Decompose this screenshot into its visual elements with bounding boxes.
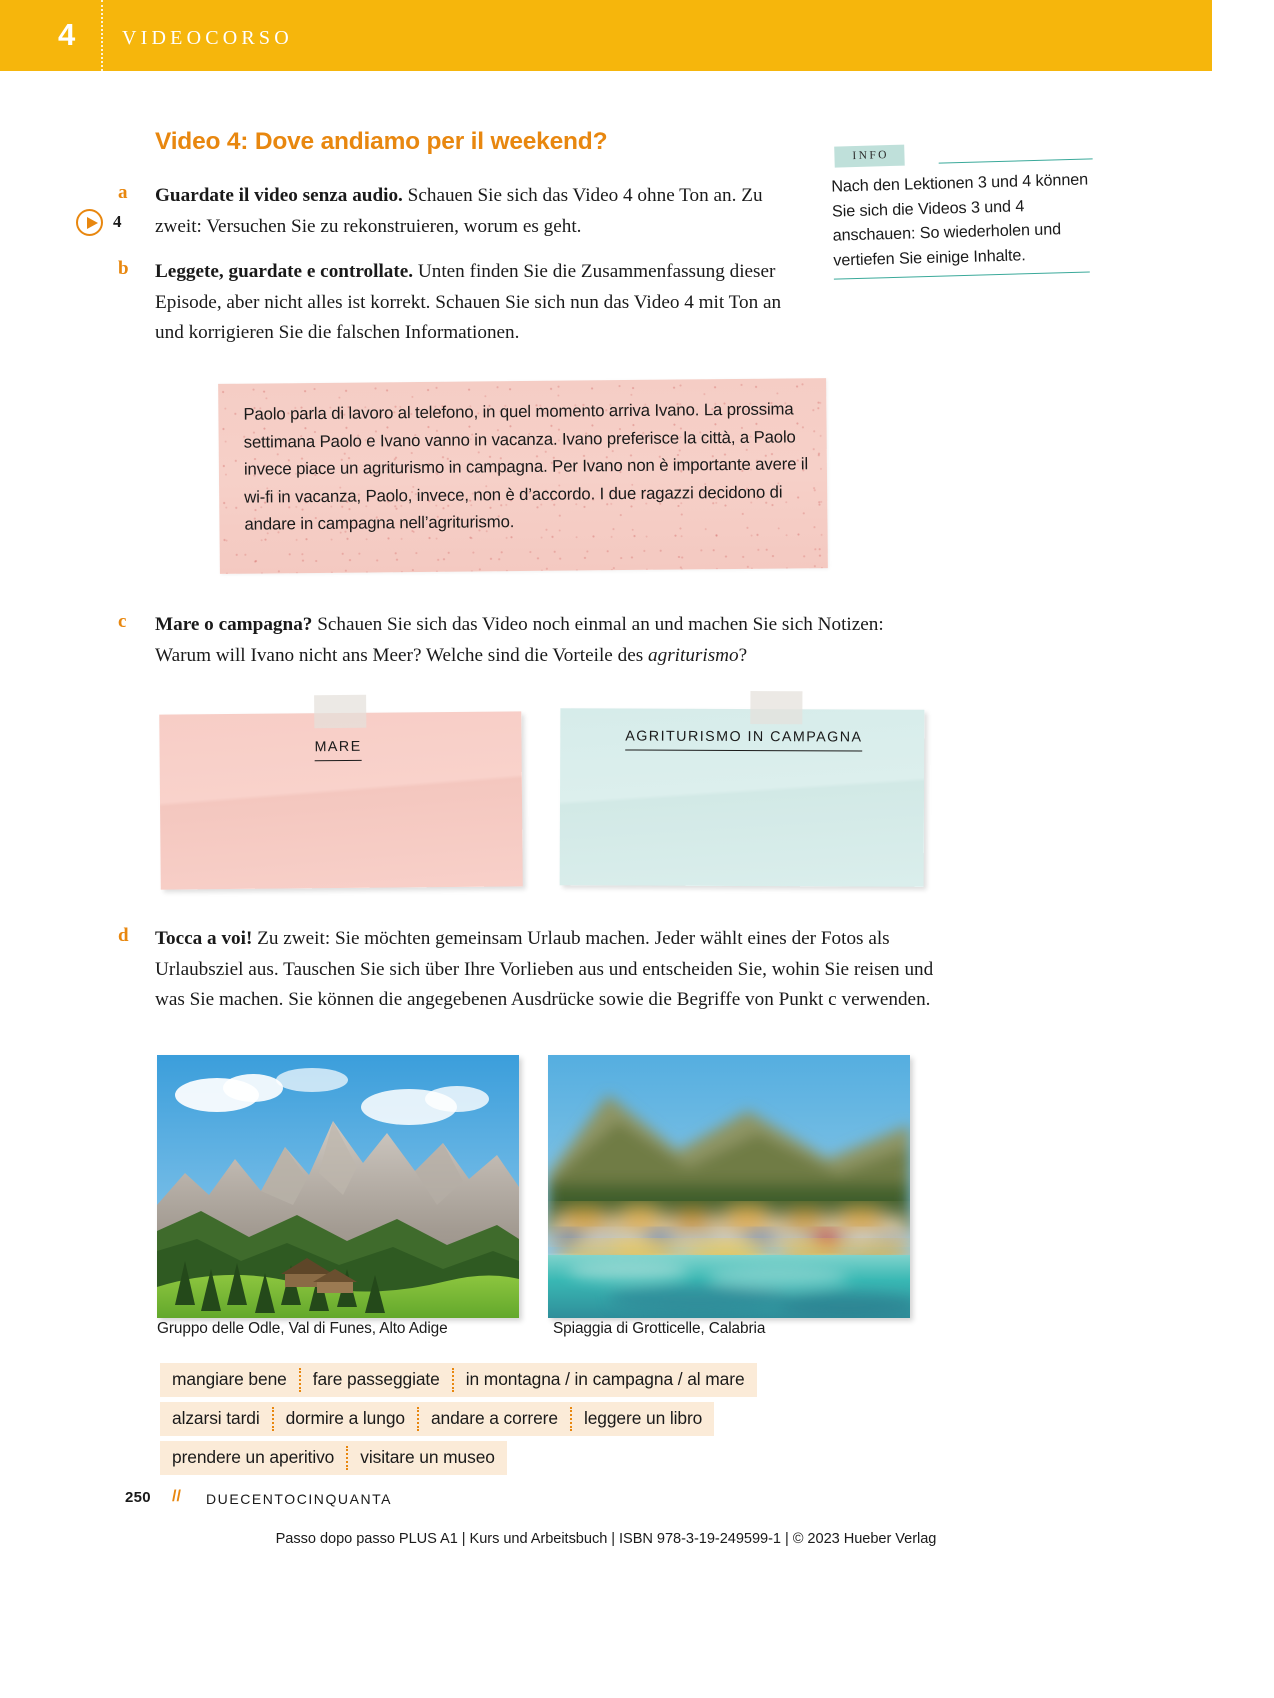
exercise-c-end: ?	[738, 644, 748, 666]
info-label: INFO	[834, 145, 905, 168]
info-text: Nach den Lektionen 3 und 4 können Sie sich die Videos 3 und 4 anschauen: So wiederholen und vertiefen Sie einige Inhalte.	[831, 170, 1089, 270]
note-agriturismo[interactable]	[560, 708, 925, 887]
note-mare[interactable]	[159, 711, 523, 889]
header-dotted-divider	[101, 0, 103, 71]
exercise-c-rest: Schauen Sie sich das Video noch einmal an und machen Sie sich Notizen: Warum will Ivano nicht ans Meer? Welche sind die Vorteile des	[155, 614, 884, 666]
chip-row	[160, 1441, 507, 1475]
footer-copyright: Passo dopo passo PLUS A1 | Kurs und Arbeitsbuch | ISBN 978-3-19-249599-1 | © 2023 Hueber Verlag	[275, 1531, 937, 1547]
chip-row	[160, 1402, 714, 1436]
section-title: VIDEOCORSO	[122, 27, 293, 49]
chip-row	[160, 1363, 757, 1397]
exercise-d-rest: Zu zweit: Sie möchten gemeinsam Urlaub machen. Jeder wählt eines der Fotos als Urlaubsziel aus. Tauschen Sie sich über Ihre Vorlieben aus und entscheiden Sie, wohin Sie reisen und was Sie machen. Sie können die angegebenen Ausdrücke sowie die Begriffe von Punkt c verwenden.	[155, 928, 934, 1010]
video-number-a: 4	[113, 212, 122, 231]
info-box	[830, 139, 1096, 280]
exercise-letter-b: b	[118, 258, 129, 279]
exercise-letter-c: c	[118, 611, 127, 632]
exercise-a-rest: Schauen Sie sich das Video 4 ohne Ton an. Zu zweit: Versuchen Sie zu rekonstruieren, worum es geht.	[155, 185, 763, 237]
phrase-chip[interactable]: andare a correre	[430, 1408, 558, 1428]
info-rule-bottom	[834, 271, 1090, 280]
exercise-a-lead: Guardate il video senza audio.	[155, 185, 403, 206]
phrase-chip[interactable]: fare passeggiate	[312, 1369, 440, 1389]
phrase-chip[interactable]: alzarsi tardi	[172, 1408, 260, 1428]
photo-caption-left: Gruppo delle Odle, Val di Funes, Alto Adige	[157, 1320, 448, 1337]
note-label-mare: MARE	[314, 739, 361, 761]
exercise-d-text	[155, 924, 965, 1016]
photo-caption-right: Spiaggia di Grotticelle, Calabria	[553, 1320, 766, 1337]
page-title: Video 4: Dove andiamo per il weekend?	[155, 128, 608, 155]
footer-page-number: 250	[125, 1489, 151, 1506]
exercise-a-text	[155, 181, 805, 242]
exercise-b-lead: Leggete, guardate e controllate.	[155, 261, 414, 282]
exercise-b-rest: Unten finden Sie die Zusammenfassung dieser Episode, aber nicht alles ist korrekt. Schauen Sie sich nun das Video 4 mit Ton an und korrigieren Sie die falschen Informationen.	[155, 261, 782, 343]
photo-mountains	[157, 1055, 519, 1318]
summary-textured-box	[218, 378, 828, 574]
beach-photo	[548, 1055, 910, 1318]
footer-separator: //	[172, 1488, 181, 1505]
exercise-d-lead: Tocca a voi!	[155, 928, 253, 949]
chapter-number: 4	[58, 17, 76, 52]
phrase-chip[interactable]: mangiare bene	[172, 1369, 287, 1389]
exercise-c-italic: agriturismo	[648, 644, 739, 666]
mountain-photo	[157, 1055, 519, 1318]
exercise-letter-d: d	[118, 925, 129, 946]
phrase-chip[interactable]: visitare un museo	[360, 1447, 495, 1467]
exercise-b-text	[155, 257, 805, 349]
phrase-chip[interactable]: prendere un aperitivo	[172, 1447, 335, 1467]
tape-icon	[750, 691, 802, 724]
phrase-chip[interactable]: in montagna / in campagna / al mare	[465, 1369, 745, 1389]
play-icon[interactable]	[76, 209, 103, 236]
exercise-c-text	[155, 610, 895, 671]
tape-icon	[314, 695, 366, 728]
info-rule-top	[939, 158, 1093, 164]
summary-text: Paolo parla di lavoro al telefono, in quel momento arriva Ivano. La prossima settimana Paolo e Ivano vanno in vacanza. Ivano preferisce la città, a Paolo invece piace un agriturismo in campagna. Per Ivano non è importante avere il wi-fi in vacanza, Paolo, invece, non è d’accordo. I due ragazzi decidono di andare in campagna nell’agriturismo.	[243, 399, 809, 535]
exercise-letter-a: a	[118, 182, 128, 203]
note-label-agriturismo: AGRITURISMO IN CAMPAGNA	[625, 728, 862, 751]
phrase-chip-list	[160, 1363, 980, 1480]
exercise-c-lead: Mare o campagna?	[155, 614, 313, 635]
header-band	[0, 0, 1212, 71]
phrase-chip[interactable]: dormire a lungo	[285, 1408, 405, 1428]
photo-beach	[548, 1055, 910, 1318]
phrase-chip[interactable]: leggere un libro	[583, 1408, 703, 1428]
footer-page-word: DUECENTOCINQUANTA	[206, 1491, 393, 1507]
